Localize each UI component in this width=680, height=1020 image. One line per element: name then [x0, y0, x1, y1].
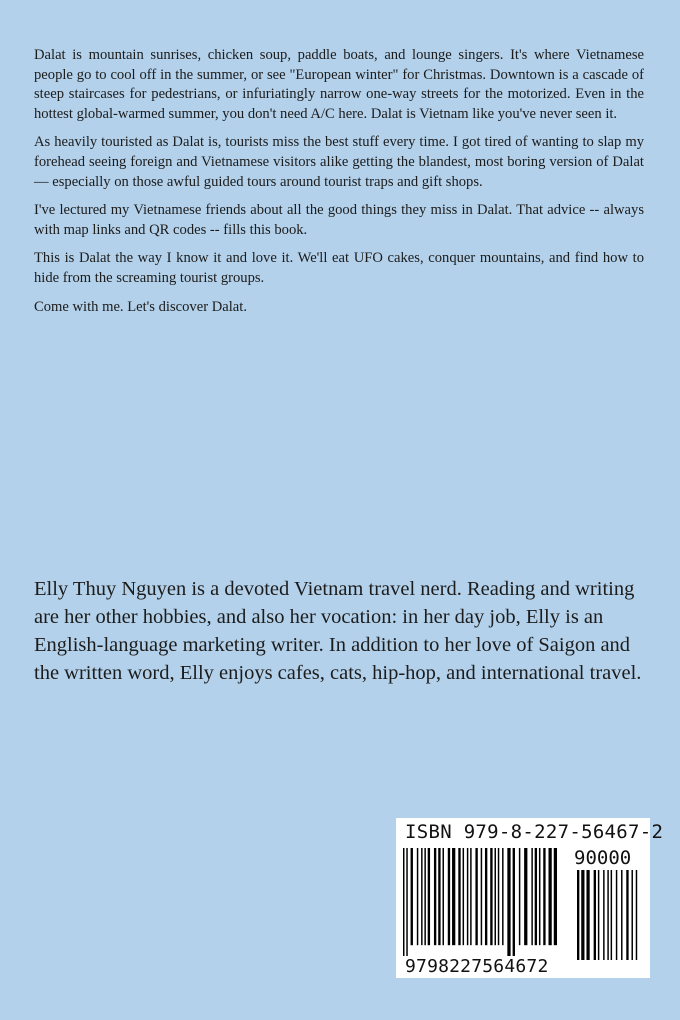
barcode-bar [463, 848, 464, 945]
barcode-bar [475, 848, 477, 945]
price-addon-bars [577, 870, 639, 970]
barcode-bar [448, 848, 450, 945]
barcode-bar [577, 870, 579, 960]
barcode-bar [636, 870, 637, 960]
barcode-bar [406, 848, 407, 956]
barcode-bar [535, 848, 537, 945]
barcode-bar [498, 848, 499, 945]
barcode-bar [417, 848, 418, 945]
barcode-bar [524, 848, 527, 945]
barcode-bar [507, 848, 510, 956]
author-bio: Elly Thuy Nguyen is a devoted Vietnam travel nerd. Reading and writing are her other hobbies, and also her vocation: in her day job, Elly is an English-language marketing writer. In addition to her love of Saigon and the written word, Elly enjoys cafes, cats, hip-hop, and international travel. [34, 578, 642, 684]
barcode-bar [539, 848, 540, 945]
blurb-paragraph: As heavily touristed as Dalat is, tourists miss the best stuff every time. I got tired of wanting to slap my forehead seeing foreign and Vietnamese visitors alike getting the blandest, most boring version of Dalat — especially on those awful guided tours around tourist traps and gift shops. [34, 134, 644, 190]
barcode-bar [594, 870, 596, 960]
barcode-bar [428, 848, 430, 945]
barcode-bar [467, 848, 468, 945]
barcode-bar [554, 848, 557, 945]
barcode-bar [411, 848, 413, 945]
barcode-bar [519, 848, 520, 945]
price-code: 90000 [574, 847, 632, 869]
barcode-bar [502, 848, 503, 945]
isbn-label: ISBN 979-8-227-56467-2 [405, 821, 664, 843]
barcode-bar [513, 848, 515, 956]
barcode-bar [458, 848, 460, 945]
barcode-bar [452, 848, 455, 945]
barcode-bars [403, 848, 561, 956]
barcode-bar [598, 870, 599, 960]
barcode-bar [470, 848, 471, 945]
barcode-bar [631, 870, 632, 960]
blurb-paragraph: Come with me. Let's discover Dalat. [34, 298, 247, 315]
barcode-bar [626, 870, 628, 960]
blurb-paragraph: This is Dalat the way I know it and love it. We'll eat UFO cakes, conquer mountains, and find how to hide from the screaming tourist groups. [34, 250, 644, 286]
barcode-bar [481, 848, 482, 945]
blurb-paragraph: Dalat is mountain sunrises, chicken soup, paddle boats, and lounge singers. It's where Vietnamese people go to cool off in the summer, or see "European winter" for Christmas. Downtown is a cascade of steep staircases for pedestrians, or infuriatingly narrow one-way streets for the motorized. Even in the hottest global-warmed summer, you don't need A/C here. Dalat is Vietnam like you've never seen it. [34, 47, 644, 122]
barcode-bar [443, 848, 444, 945]
back-cover-blurb [34, 46, 644, 326]
barcode-bar [616, 870, 617, 960]
barcode-bar [438, 848, 440, 945]
barcode-bar [434, 848, 436, 945]
barcode-bar [531, 848, 532, 945]
barcode-bar [607, 870, 608, 960]
barcode-bar [603, 870, 604, 960]
barcode-bar [586, 870, 589, 960]
isbn-barcode [396, 818, 664, 978]
barcode-bar [421, 848, 422, 945]
barcode-bar [490, 848, 492, 945]
barcode-bar [424, 848, 425, 945]
barcode-bar [543, 848, 545, 945]
barcode-bar [581, 870, 584, 960]
barcode-bar [403, 848, 404, 956]
barcode-bar [611, 870, 612, 960]
barcode-bar [485, 848, 487, 945]
barcode-digits: 9798227564672 [405, 956, 549, 977]
barcode-bar [621, 870, 622, 960]
barcode-bar [495, 848, 496, 945]
barcode-bar [548, 848, 551, 945]
blurb-paragraph: I've lectured my Vietnamese friends about all the good things they miss in Dalat. That advice -- always with map links and QR codes -- fills this book. [34, 202, 644, 238]
